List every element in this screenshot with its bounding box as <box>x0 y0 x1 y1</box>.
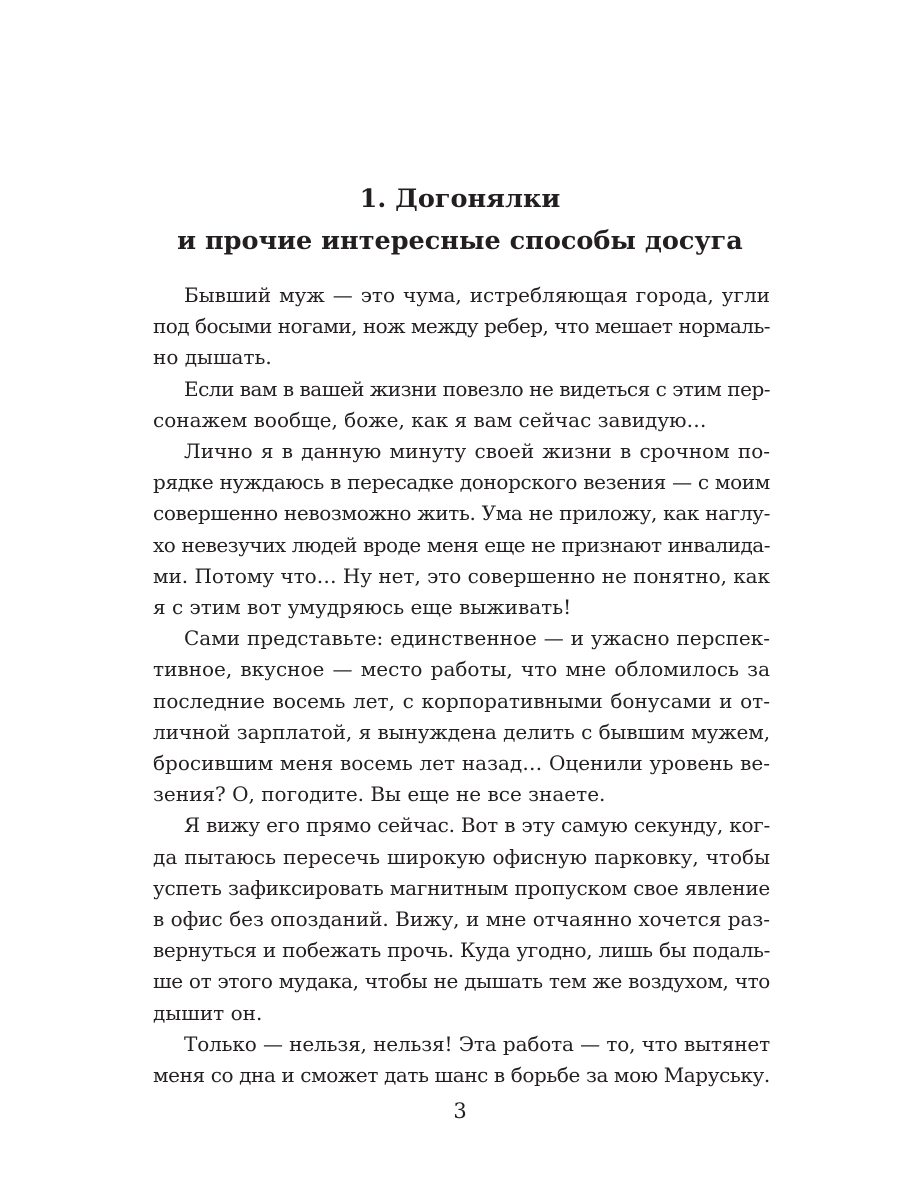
paragraph <box>153 810 770 1028</box>
text-line: но дышать. <box>153 345 272 370</box>
text-line: сонажем вообще, боже, как я вам сейчас завидую… <box>153 407 707 432</box>
text-line: да пытаюсь пересечь широкую офисную парковку, чтобы <box>153 844 770 869</box>
text-line: бросившим меня восемь лет назад… Оценили уровень ве- <box>153 751 770 776</box>
page-number: 3 <box>453 1099 467 1123</box>
text-line: рядке нуждаюсь в пересадке донорского везения — с моим <box>153 470 770 495</box>
text-line: Сами представьте: единственное — и ужасно перспек- <box>184 626 770 651</box>
text-line: вернуться и побежать прочь. Куда угодно, лишь бы подаль- <box>153 938 770 963</box>
text-line: Только — нельзя, нельзя! Эта работа — то, что вытянет <box>184 1031 770 1056</box>
text-line: совершенно невозможно жить. Ума не приложу, как наглу- <box>153 501 770 526</box>
text-line: ше от этого мудака, чтобы не дышать тем же воздухом, что <box>153 969 770 994</box>
text-line: тивное, вкусное — место работы, что мне обломилось за <box>153 657 770 682</box>
text-line: в офис без опозданий. Вижу, и мне отчаянно хочется раз- <box>153 907 770 932</box>
paragraph <box>153 374 770 436</box>
text-line: Бывший муж — это чума, истребляющая города, угли <box>184 283 770 307</box>
body-text <box>153 280 770 1091</box>
text-line: я с этим вот умудряюсь еще выживать! <box>153 595 572 620</box>
paragraph <box>153 436 770 623</box>
text-line: меня со дна и сможет дать шанс в борьбе за мою Маруську. <box>153 1063 770 1088</box>
chapter-title <box>0 178 900 262</box>
text-line: ми. Потому что… Ну нет, это совершенно не понятно, как <box>153 563 770 588</box>
text-line: Я вижу его прямо сейчас. Вот в эту самую секунду, ког- <box>184 813 770 838</box>
text-line: личной зарплатой, я вынуждена делить с бывшим мужем, <box>153 719 770 744</box>
text-line: под босыми ногами, нож между ребер, что мешает нормаль- <box>153 314 770 339</box>
chapter-title-line-1: 1. Догонялки <box>359 184 561 214</box>
text-line: дышит он. <box>153 1000 263 1025</box>
paragraph <box>153 1029 770 1091</box>
text-line: зения? О, погодите. Вы еще не все знаете. <box>153 782 606 807</box>
text-line: Если вам в вашей жизни повезло не видеться с этим пер- <box>184 376 770 401</box>
chapter-title-line-2: и прочие интересные способы досуга <box>177 226 743 256</box>
text-line: последние восемь лет, с корпоративными бонусами и от- <box>153 688 770 713</box>
text-line: Лично я в данную минуту своей жизни в срочном по- <box>184 439 770 464</box>
text-line: хо невезучих людей вроде меня еще не признают инвалида- <box>153 532 770 557</box>
paragraph <box>153 280 770 374</box>
paragraph <box>153 623 770 810</box>
text-line: успеть зафиксировать магнитным пропуском свое явление <box>153 875 770 900</box>
